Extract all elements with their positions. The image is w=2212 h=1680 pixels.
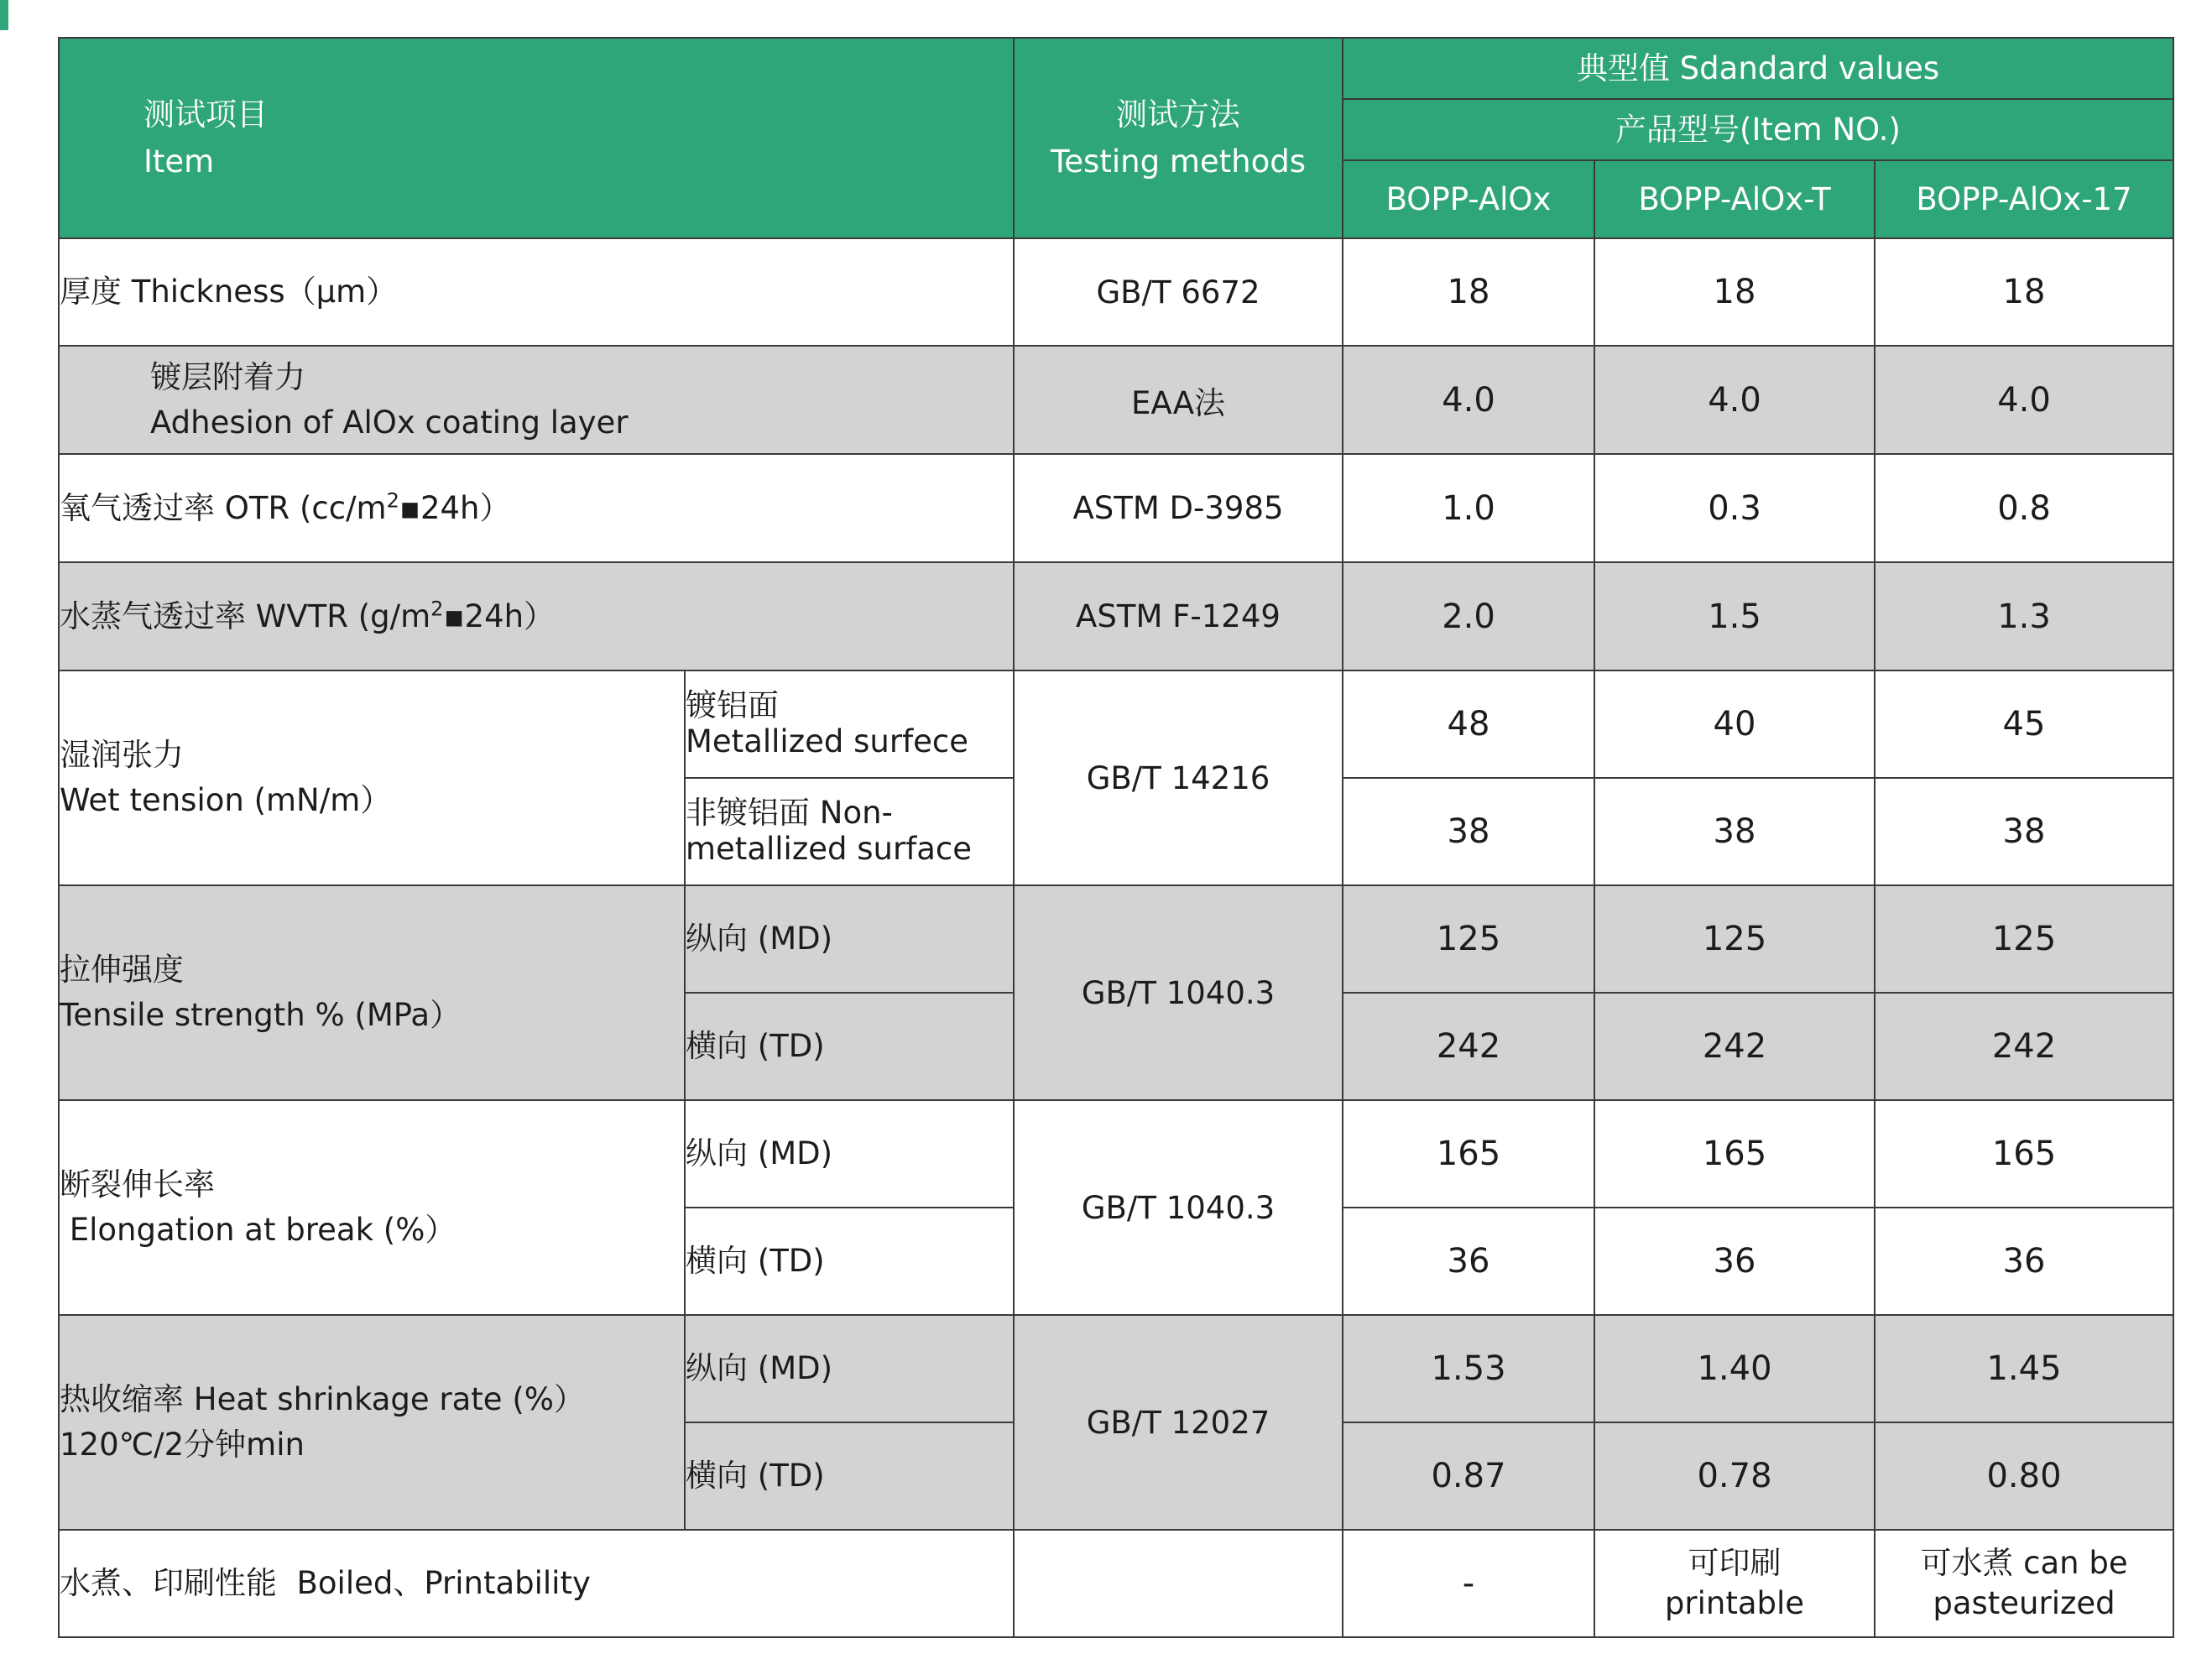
value-thickness-3: 18 (1875, 238, 2173, 346)
value-elongation-td-2: 36 (1594, 1208, 1875, 1315)
value-elongation-md-2: 165 (1594, 1100, 1875, 1208)
value-thickness-2: 18 (1594, 238, 1875, 346)
label-shrinkage-1: 热收缩率 Heat shrinkage rate (%） (60, 1381, 585, 1418)
value-shrinkage-md-3: 1.45 (1875, 1315, 2173, 1422)
header-item-cn: 测试项目 (143, 97, 268, 133)
header-model-2: BOPP-AlOx-T (1594, 160, 1875, 238)
label-otr-text: 氧气透过率 OTR (cc/m (60, 489, 387, 526)
value-otr-2: 0.3 (1594, 454, 1875, 562)
header-row-1 (59, 38, 2173, 99)
row-adhesion (59, 346, 2173, 454)
value-tensile-td-1: 242 (1343, 993, 1594, 1100)
row-elongation-md (59, 1100, 2173, 1208)
value-tensile-md-1: 125 (1343, 885, 1594, 993)
label-shrinkage-2: 120℃/2分钟min (60, 1427, 305, 1463)
method-wet-tension: GB/T 14216 (1014, 670, 1343, 885)
sub-shrinkage-md: 纵向 (MD) (685, 1315, 1014, 1422)
label-elongation-cn: 断裂伸长率 (60, 1166, 215, 1203)
label-otr-sup: 2 (386, 488, 399, 513)
value-wet-tension-metallized-2: 40 (1594, 670, 1875, 778)
row-wet-tension-metallized (59, 670, 2173, 778)
value-shrinkage-td-3: 0.80 (1875, 1422, 2173, 1530)
row-shrinkage-md (59, 1315, 2173, 1422)
value-wvtr-1: 2.0 (1343, 562, 1594, 670)
value-tensile-md-2: 125 (1594, 885, 1875, 993)
value-shrinkage-td-1: 0.87 (1343, 1422, 1594, 1530)
label-adhesion-cn: 镀层附着力 (150, 358, 305, 395)
value-elongation-td-1: 36 (1343, 1208, 1594, 1315)
row-thickness (59, 238, 2173, 346)
header-item (59, 38, 1014, 238)
value-wet-tension-metallized-1: 48 (1343, 670, 1594, 778)
value-wvtr-3: 1.3 (1875, 562, 2173, 670)
corner-accent-mark (0, 0, 8, 30)
row-wvtr (59, 562, 2173, 670)
sub-wet-tension-non-metallized-cn: 非镀铝面 Non- (686, 795, 893, 832)
sub-shrinkage-td: 横向 (TD) (685, 1422, 1014, 1530)
sub-elongation-md: 纵向 (MD) (685, 1100, 1014, 1208)
method-shrinkage: GB/T 12027 (1014, 1315, 1343, 1530)
value-wet-tension-non-metallized-3: 38 (1875, 778, 2173, 885)
sub-elongation-td: 横向 (TD) (685, 1208, 1014, 1315)
label-wvtr-text: 水蒸气透过率 WVTR (g/m (60, 597, 431, 634)
header-method (1014, 38, 1343, 238)
row-tensile-md (59, 885, 2173, 993)
value-otr-1: 1.0 (1343, 454, 1594, 562)
header-item-en: Item (143, 143, 215, 180)
method-adhesion: EAA法 (1014, 346, 1343, 454)
value-wvtr-2: 1.5 (1594, 562, 1875, 670)
label-otr (59, 454, 1014, 562)
value-adhesion-1: 4.0 (1343, 346, 1594, 454)
value-wet-tension-non-metallized-1: 38 (1343, 778, 1594, 885)
value-boiled-2-en: printable (1664, 1585, 1805, 1621)
value-shrinkage-md-1: 1.53 (1343, 1315, 1594, 1422)
value-boiled-3-cn: 可水煮 can be (1920, 1544, 2128, 1581)
label-otr-unit: ▪24h） (399, 489, 511, 526)
value-boiled-2 (1594, 1530, 1875, 1637)
sub-wet-tension-metallized-cn: 镀铝面 (686, 687, 779, 724)
header-model-3: BOPP-AlOx-17 (1875, 160, 2173, 238)
method-boiled (1014, 1530, 1343, 1637)
label-tensile (59, 885, 685, 1100)
value-tensile-td-3: 242 (1875, 993, 2173, 1100)
sub-wet-tension-metallized-en: Metallized surfece (686, 723, 968, 759)
label-wet-tension-cn: 湿润张力 (60, 737, 184, 774)
value-elongation-md-3: 165 (1875, 1100, 2173, 1208)
label-elongation (59, 1100, 685, 1315)
value-tensile-md-3: 125 (1875, 885, 2173, 993)
spec-table (58, 37, 2174, 1638)
sub-wet-tension-non-metallized (685, 778, 1014, 885)
value-wet-tension-metallized-3: 45 (1875, 670, 2173, 778)
header-standard-values: 典型值 Sdandard values (1343, 38, 2173, 99)
sub-wet-tension-metallized (685, 670, 1014, 778)
header-method-cn: 测试方法 (1116, 97, 1240, 133)
label-thickness: 厚度 Thickness（μm） (59, 238, 1014, 346)
value-wet-tension-non-metallized-2: 38 (1594, 778, 1875, 885)
label-wvtr-sup: 2 (430, 597, 444, 621)
label-elongation-en: Elongation at break (%） (60, 1212, 456, 1248)
label-wet-tension-en: Wet tension (mN/m） (60, 782, 392, 818)
value-thickness-1: 18 (1343, 238, 1594, 346)
row-otr (59, 454, 2173, 562)
label-wvtr (59, 562, 1014, 670)
value-boiled-3 (1875, 1530, 2173, 1637)
label-tensile-cn: 拉伸强度 (60, 952, 184, 989)
value-otr-3: 0.8 (1875, 454, 2173, 562)
sub-tensile-td: 横向 (TD) (685, 993, 1014, 1100)
sub-tensile-md: 纵向 (MD) (685, 885, 1014, 993)
header-method-en: Testing methods (1050, 143, 1306, 180)
value-adhesion-2: 4.0 (1594, 346, 1875, 454)
value-boiled-2-cn: 可印刷 (1688, 1544, 1782, 1581)
value-elongation-md-1: 165 (1343, 1100, 1594, 1208)
value-tensile-td-2: 242 (1594, 993, 1875, 1100)
value-elongation-td-3: 36 (1875, 1208, 2173, 1315)
label-shrinkage (59, 1315, 685, 1530)
header-item-no: 产品型号(Item NO.) (1343, 99, 2173, 160)
method-thickness: GB/T 6672 (1014, 238, 1343, 346)
value-boiled-1: - (1343, 1530, 1594, 1637)
header-model-1: BOPP-AlOx (1343, 160, 1594, 238)
row-boiled-printability (59, 1530, 2173, 1637)
label-boiled: 水煮、印刷性能 Boiled、Printability (59, 1530, 1014, 1637)
value-shrinkage-td-2: 0.78 (1594, 1422, 1875, 1530)
value-shrinkage-md-2: 1.40 (1594, 1315, 1875, 1422)
label-tensile-en: Tensile strength % (MPa） (60, 997, 462, 1033)
method-tensile: GB/T 1040.3 (1014, 885, 1343, 1100)
label-wvtr-unit: ▪24h） (443, 597, 556, 634)
method-wvtr: ASTM F-1249 (1014, 562, 1343, 670)
method-elongation: GB/T 1040.3 (1014, 1100, 1343, 1315)
label-adhesion (59, 346, 1014, 454)
label-adhesion-en: Adhesion of AlOx coating layer (150, 404, 629, 441)
value-adhesion-3: 4.0 (1875, 346, 2173, 454)
sub-wet-tension-non-metallized-en: metallized surface (686, 831, 973, 867)
label-wet-tension (59, 670, 685, 885)
method-otr: ASTM D-3985 (1014, 454, 1343, 562)
value-boiled-3-en: pasteurized (1933, 1585, 2115, 1621)
